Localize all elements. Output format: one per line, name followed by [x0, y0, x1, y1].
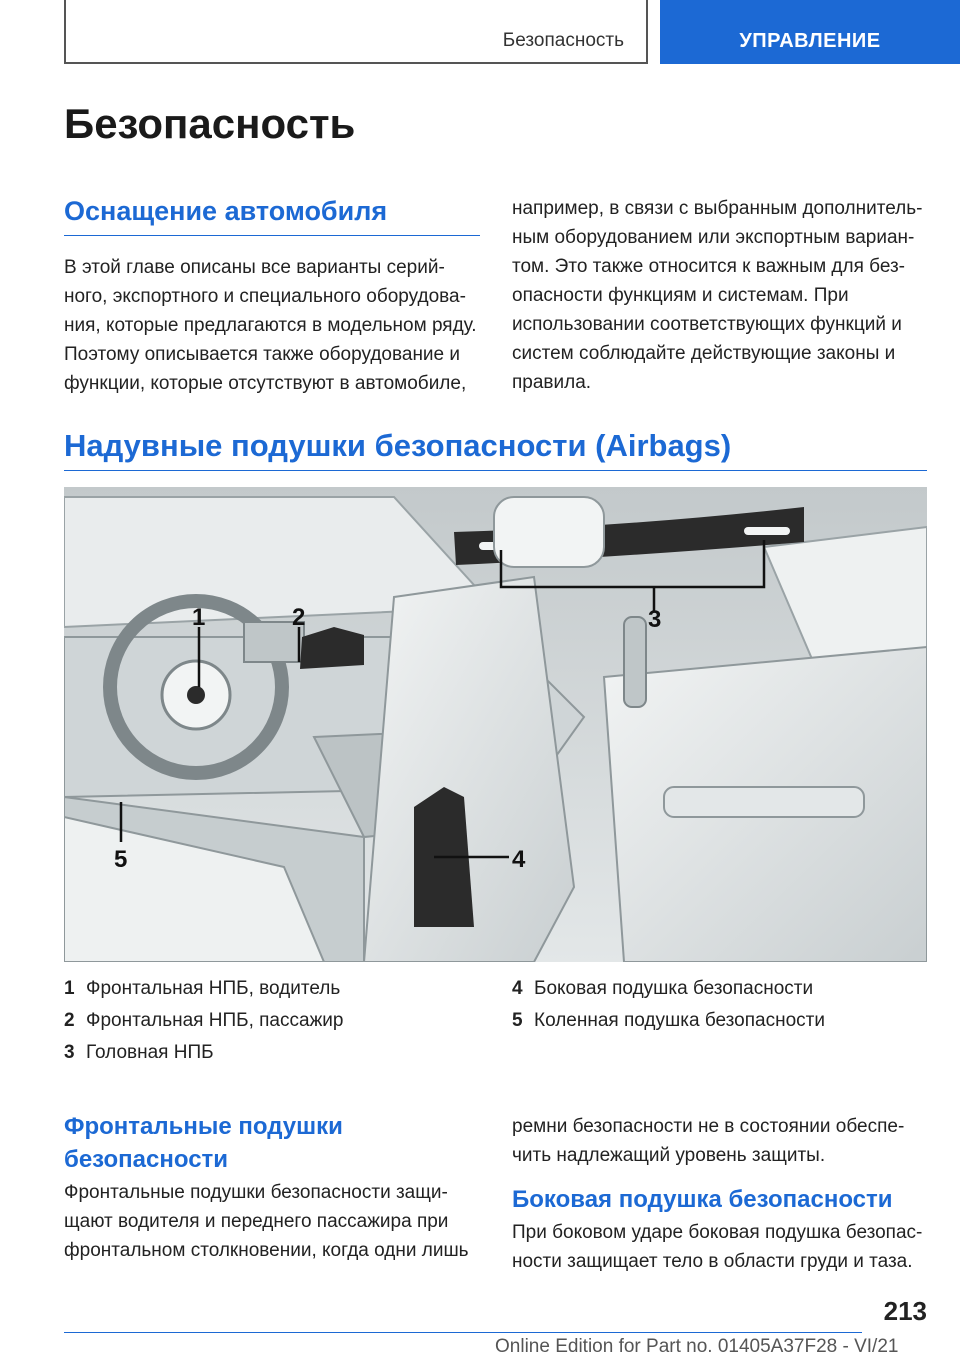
legend-number: 5: [512, 1010, 523, 1031]
callout-3: 3: [648, 606, 662, 633]
car-interior-illustration: [64, 487, 927, 962]
airbags-heading-rule: [64, 470, 927, 471]
equipment-heading: Оснащение автомобиля: [64, 196, 388, 226]
legend-number: 4: [512, 978, 523, 999]
callout-4: 4: [512, 846, 526, 873]
chapter-tab[interactable]: [660, 0, 960, 64]
legend-number: 1: [64, 978, 75, 999]
equipment-text-col1: В этой главе описаны все варианты серий-ного, экспортного и специального оборудова-ния, которые предлагаются в модельном ряду. Поэтому описывается также оборудование и функции, которые отсутствуют в автомобиле,: [64, 257, 477, 394]
legend-number: 3: [64, 1042, 75, 1063]
front-airbags-text-col2: ремни безопасности не в состоянии обеспе-чить надлежащий уровень защиты.: [512, 1116, 905, 1166]
footer-rule: [64, 1332, 862, 1333]
callout-5: 5: [114, 846, 128, 873]
page-number: 213: [883, 1296, 927, 1326]
legend-label: Головная НПБ: [86, 1042, 214, 1063]
airbag-locations-figure: [64, 487, 927, 962]
front-airbags-heading: Фронтальные подушки безопасности: [64, 1113, 343, 1173]
section-tab[interactable]: [64, 0, 648, 64]
side-airbag-heading: Боковая подушка безопасности: [512, 1186, 893, 1213]
section-tab-label: Безопасность: [502, 30, 624, 51]
callout-1: 1: [192, 604, 206, 631]
footer-edition: Online Edition for Part no. 01405A37F28 - VI/21: [495, 1336, 899, 1357]
front-airbags-text-col1: Фронтальные подушки безопасности защи-щают водителя и переднего пассажира при фронтальном столкновении, когда одни лишь: [64, 1182, 469, 1261]
airbags-heading: Надувные подушки безопасности (Airbags): [64, 428, 732, 463]
page-title: Безопасность: [64, 100, 356, 147]
legend-label: Коленная подушка безопасности: [534, 1010, 825, 1031]
callout-2: 2: [292, 604, 306, 631]
side-airbag-text: При боковом ударе боковая подушка безопас-ности защищает тело в области груди и таза.: [512, 1222, 923, 1272]
equipment-heading-rule: [64, 235, 480, 236]
legend-label: Фронтальная НПБ, водитель: [86, 978, 341, 999]
legend-number: 2: [64, 1010, 75, 1031]
legend-label: Боковая подушка безопасности: [534, 978, 814, 999]
chapter-tab-label: УПРАВЛЕНИЕ: [739, 30, 881, 52]
legend-label: Фронтальная НПБ, пассажир: [86, 1010, 344, 1031]
equipment-text-col2: например, в связи с выбранным дополнитель-ным оборудованием или экспортным вариан-том. Это также относится к важным для без-опасности функциям и системам. При использовании соответствующих функций и систем соблюдайте действующие законы и правила.: [512, 198, 923, 393]
